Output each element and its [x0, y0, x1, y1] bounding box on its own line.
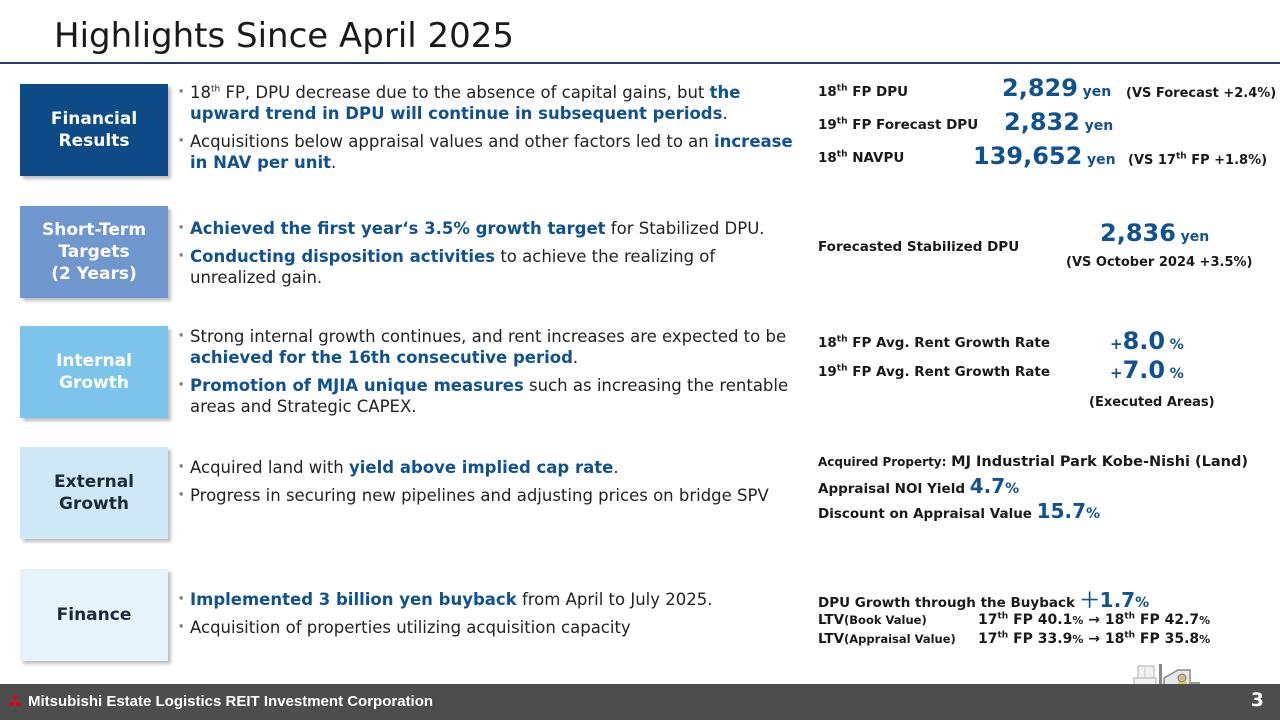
section-label-internal-growth [20, 326, 168, 418]
label-line: Growth [59, 373, 129, 393]
bullet-text: . [722, 104, 728, 123]
bullet-text: Acquired land with [190, 458, 349, 477]
bullets-internal-growth [176, 326, 806, 424]
bullet-text: th [211, 84, 221, 95]
bullet-text: Acquisitions below appraisal values and other factors led to an [190, 132, 714, 151]
bullet-text: . [613, 458, 619, 477]
label-line: Financial [50, 109, 138, 129]
bullet-item [176, 82, 806, 124]
section-label-financial-results [20, 84, 168, 176]
metric-ltv-appraisal-values: 17th FP 33.9% → 18th FP 35.8% [978, 630, 1211, 647]
metric-acquired-property: Acquired Property: MJ Industrial Park Kobe-Nishi (Land) [818, 454, 1249, 470]
page-title: Highlights Since April 2025 [54, 16, 515, 56]
metric-rent-growth-18: 18th FP Avg. Rent Growth Rate [818, 334, 1050, 351]
metric-dpu-19-value: 2,832 yen [1004, 108, 1114, 136]
metric-ltv-appraisal: LTV(Appraisal Value) [818, 631, 956, 647]
highlight-text: Conducting disposition activities [190, 247, 496, 266]
mitsubishi-logo-icon [6, 694, 24, 710]
label-line: Growth [59, 494, 129, 514]
metric-dpu-19: 19th FP Forecast DPU [818, 116, 979, 133]
metric-rent-growth-19: 19th FP Avg. Rent Growth Rate [818, 363, 1050, 380]
bullet-text: to achieve the realizing of unrealized gain. [190, 247, 716, 287]
bullets-financial-results [176, 82, 806, 180]
section-label-short-term-targets [20, 206, 168, 298]
metric-navpu: 18th NAVPU [818, 149, 905, 166]
title-divider [0, 62, 1280, 64]
bullet-text: for Stabilized DPU. [605, 219, 765, 238]
bullet-item [176, 375, 806, 417]
highlight-text: achieved for the 16th consecutive period [190, 348, 573, 367]
highlight-text: Achieved the first year‘s 3.5% growth target [190, 219, 606, 238]
label-line: Finance [56, 605, 132, 625]
bullet-text: Progress in securing new pipelines and adjusting prices on bridge SPV [190, 486, 769, 505]
bullet-item [176, 485, 806, 506]
bullet-item [176, 218, 806, 239]
highlight-text: Implemented 3 billion yen buyback [190, 590, 517, 609]
metric-discount-appraisal: Discount on Appraisal Value 15.7% [818, 499, 1101, 523]
bullet-text: 18 [190, 83, 211, 102]
footer-company-name: Mitsubishi Estate Logistics REIT Investment Corporation [28, 693, 434, 710]
bullets-finance [176, 589, 806, 645]
metric-rent-growth-19-value: +7.0 % [1110, 356, 1184, 384]
footer-bar [0, 684, 1280, 720]
bullet-text: . [572, 348, 579, 367]
metric-executed-areas-note: (Executed Areas) [1089, 395, 1215, 410]
highlight-text: increase in NAV per unit [190, 132, 793, 172]
label-line: (2 Years) [51, 264, 137, 284]
bullet-text: FP, DPU decrease due to the absence of capital gains, but [220, 83, 710, 102]
metric-buyback-dpu-growth: DPU Growth through the Buyback ＋1.7% [818, 588, 1150, 612]
bullet-item [176, 589, 806, 610]
metric-navpu-value: 139,652 yen [973, 142, 1116, 170]
bullet-text: such as increasing the rentable areas and Strategic CAPEX. [190, 376, 789, 416]
page-number: 3 [1250, 689, 1264, 711]
label-line: Targets [58, 242, 130, 262]
metric-dpu-18: 18th FP DPU [818, 83, 909, 100]
bullet-text: Acquisition of properties utilizing acquisition capacity [190, 618, 631, 637]
bullets-external-growth [176, 457, 806, 513]
bullet-item [176, 131, 806, 173]
bullets-short-term-targets [176, 218, 806, 295]
bullet-item [176, 457, 806, 478]
metric-rent-growth-18-value: +8.0 % [1110, 327, 1184, 355]
metric-stabilized-dpu-note: (VS October 2024 +3.5%) [1066, 255, 1253, 270]
bullet-text: from April to July 2025. [516, 590, 713, 609]
highlight-text: the upward trend in DPU will continue in subsequent periods [190, 83, 741, 123]
bullet-item [176, 617, 806, 638]
label-line: Results [58, 131, 130, 151]
bullet-item [176, 246, 806, 288]
metric-ltv-book: LTV(Book Value) [818, 612, 927, 628]
highlight-text: Promotion of MJIA unique measures [190, 376, 524, 395]
metric-ltv-book-values: 17th FP 40.1% → 18th FP 42.7% [978, 611, 1211, 628]
metric-navpu-note: (VS 17th FP +1.8%) [1128, 151, 1268, 168]
label-line: Internal [56, 351, 132, 371]
metric-dpu-18-value: 2,829 yen [1002, 74, 1112, 102]
metric-stabilized-dpu-label: Forecasted Stabilized DPU [818, 239, 1020, 255]
label-line: Short-Term [41, 220, 147, 240]
metric-noi-yield: Appraisal NOI Yield 4.7% [818, 474, 1020, 498]
metric-stabilized-dpu-value: 2,836 yen [1100, 219, 1210, 247]
section-label-finance [20, 569, 168, 661]
metric-dpu-18-note: (VS Forecast +2.4%) [1126, 86, 1277, 101]
bullet-text: Strong internal growth continues, and rent increases are expected to be [190, 327, 787, 346]
label-line: External [53, 472, 135, 492]
bullet-item [176, 326, 806, 368]
bullet-text: . [331, 153, 337, 172]
highlight-text: yield above implied cap rate [349, 458, 614, 477]
section-label-external-growth [20, 447, 168, 539]
